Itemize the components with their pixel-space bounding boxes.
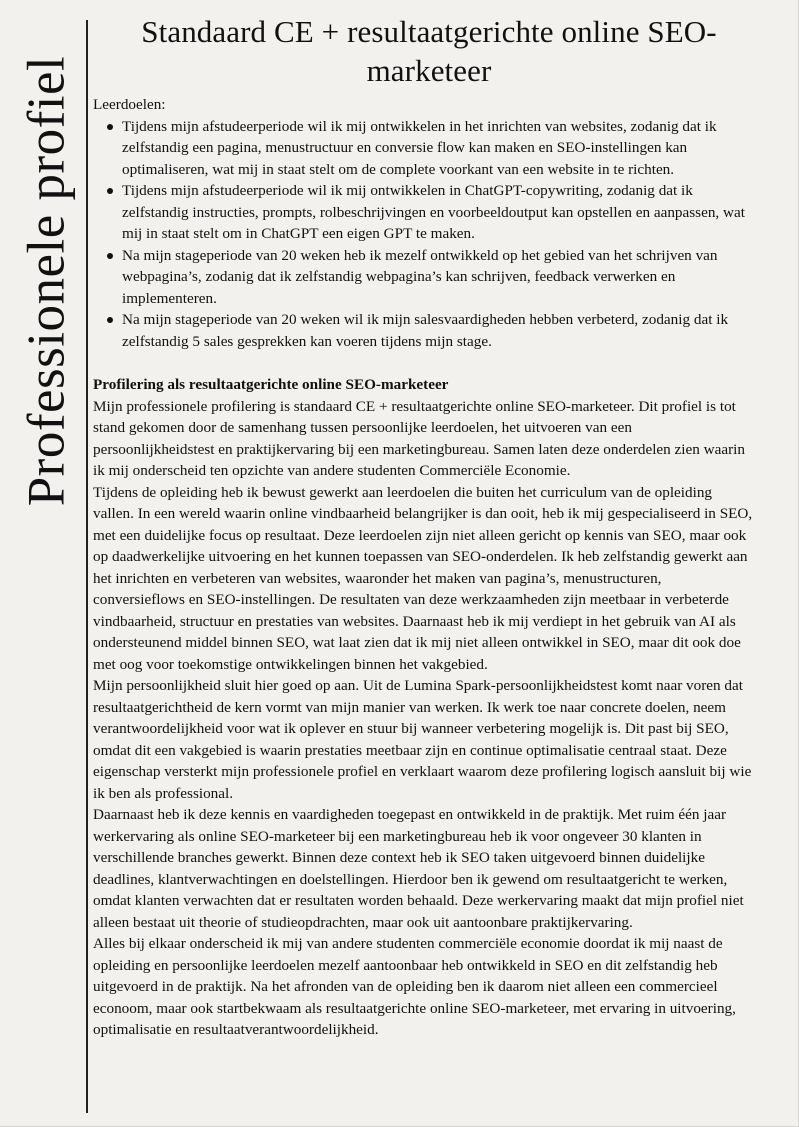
paragraph: Mijn professionele profilering is standaard CE + resultaatgerichte online SEO-marketeer. Dit profiel is tot stand gekomen door de samenhang tussen persoonlijke leerdoelen, het uitvoeren van een persoonlijkheidstest en praktijkervaring bij een marketingbureau. Samen laten deze onderdelen zien waarin ik mij onderscheid ten opzichte van andere studenten Commerciële Economie. [93,397,745,479]
document-content [93,12,755,1041]
goals-section [93,94,755,352]
goal-item: Tijdens mijn afstudeerperiode wil ik mij ontwikkelen in het inrichten van websites, zodanig dat ik zelfstandig een pagina, menustructuur en conversie flow kan maken en SEO-instellingen kan optimaliseren, wat mij in staat stelt om de complete voorkant van een website in te richten. [122,116,755,181]
profile-section [93,374,755,1041]
page-title: Standaard CE + resultaatgerichte online SEO-marketeer [141,14,717,88]
goal-item: Na mijn stageperiode van 20 weken wil ik mijn salesvaardigheden hebben verbeterd, zodanig dat ik zelfstandig 5 sales gesprekken kan voeren tijdens mijn stage. [122,309,755,352]
side-title: Professionele profiel [17,55,76,506]
section-heading: Profilering als resultaatgerichte online SEO-marketeer [93,376,449,393]
paragraph: Alles bij elkaar onderscheid ik mij van andere studenten commerciële economie doordat ik mij naast de opleiding en persoonlijke leerdoelen mezelf aantoonbaar heb ontwikkeld in SEO en dit zelfstandig heb uitgevoerd in de praktijk. Na het afronden van de opleiding ben ik daarom niet alleen een commercieel econoom, maar ook startbekwaam als resultaatgerichte online SEO-marketeer, met ervaring in uitvoering, optimalisatie en resultaatverantwoordelijkheid. [93,935,736,1038]
vertical-divider [86,20,88,1113]
paragraph: Tijdens de opleiding heb ik bewust gewerkt aan leerdoelen die buiten het curriculum van de opleiding vallen. In een wereld waarin online vindbaarheid belangrijker is dan ooit, heb ik mij gespecialiseerd in SEO, met een duidelijke focus op resultaat. Deze leerdoelen zijn niet alleen gericht op kennis van SEO, maar ook op daadwerkelijke uitvoering en het kunnen toepassen van SEO-onderdelen. Ik heb zelfstandig gewerkt aan het inrichten en verbeteren van websites, waaronder het maken van pagina’s, menustructuren, conversieflows en SEO-instellingen. De resultaten van deze werkzaamheden zijn meetbaar in verbeterde vindbaarheid, structuur en prestaties van websites. Daarnaast heb ik mij verdiept in het gebruik van AI als ondersteunend middel binnen SEO, wat laat zien dat ik mij niet alleen ontwikkel in SEO, maar dit ook doe met oog voor toekomstige ontwikkelingen binnen het vakgebied. [93,483,753,673]
paragraph: Mijn persoonlijkheid sluit hier goed op aan. Uit de Lumina Spark-persoonlijkheidstest komt naar voren dat resultaatgerichtheid de kern vormt van mijn manier van werken. Ik werk toe naar concrete doelen, neem verantwoordelijkheid voor wat ik oplever en stuur bij wanneer verbetering mogelijk is. Dit past bij SEO, omdat dit een vakgebied is waarin prestaties meetbaar zijn en continue optimalisatie centraal staat. Deze eigenschap versterkt mijn professionele profiel en verklaart waarom deze profilering logisch aansluit bij wie ik ben als professional. [93,677,752,802]
goal-item: Na mijn stageperiode van 20 weken heb ik mezelf ontwikkeld op het gebied van het schrijven van webpagina’s, zodanig dat ik zelfstandig webpagina’s kan schrijven, feedback verwerken en implementeren. [122,245,755,310]
side-title-container [18,18,76,543]
goals-list [93,116,755,353]
goal-item: Tijdens mijn afstudeerperiode wil ik mij ontwikkelen in ChatGPT-copywriting, zodanig dat ik zelfstandig instructies, prompts, rolbeschrijvingen en voorbeeldoutput kan opstellen en aanpassen, wat mij in staat stelt om in ChatGPT een eigen GPT te maken. [122,180,755,245]
paragraph: Daarnaast heb ik deze kennis en vaardigheden toegepast en ontwikkeld in de praktijk. Met ruim één jaar werkervaring als online SEO-marketeer bij een marketingbureau heb ik voor ongeveer 30 klanten in verschillende branches gewerkt. Binnen deze context heb ik SEO taken uitgevoerd binnen duidelijke deadlines, klantverwachtingen en doelstellingen. Hierdoor ben ik gewend om resultaatgericht te werken, omdat klanten verwachten dat er resultaten worden behaald. Deze werkervaring maakt dat mijn profiel niet alleen bestaat uit theorie of studieopdrachten, maar ook uit aantoonbare praktijkervaring. [93,806,744,931]
goals-label: Leerdoelen: [93,96,166,113]
